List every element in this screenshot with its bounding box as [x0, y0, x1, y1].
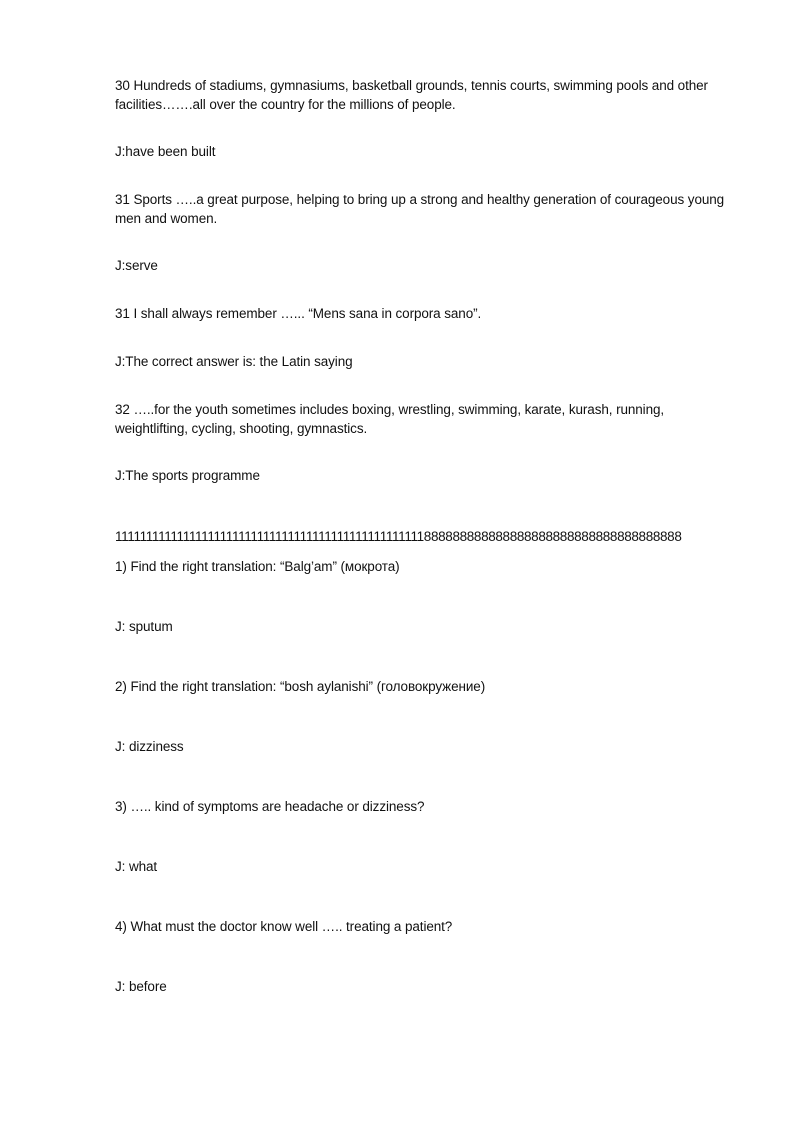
- question-4: 4) What must the doctor know well ….. treating a patient?: [115, 919, 453, 934]
- question-1: 1) Find the right translation: “Balg’am” (мокрота): [115, 559, 400, 574]
- question-30: 30 Hundreds of stadiums, gymnasiums, basketball grounds, tennis courts, swimming pools and other facilities…….all over the country for the millions of people.: [115, 78, 708, 112]
- answer-3: J: what: [115, 859, 158, 874]
- answer-31-sports: J:serve: [115, 258, 158, 273]
- answer-30: J:have been built: [115, 144, 216, 159]
- question-32: 32 …..for the youth sometimes includes boxing, wrestling, swimming, karate, kurash, running, weightlifting, cycling, shooting, gymnastics.: [115, 402, 665, 436]
- answer-4: J: before: [115, 979, 167, 994]
- question-31-sports: 31 Sports …..a great purpose, helping to bring up a strong and healthy generation of courageous young men and women.: [115, 192, 725, 226]
- answer-31-remember: J:The correct answer is: the Latin saying: [115, 354, 353, 369]
- answer-32: J:The sports programme: [115, 468, 260, 483]
- question-2: 2) Find the right translation: “bosh aylanishi” (головокружение): [115, 679, 486, 694]
- question-31-remember: 31 I shall always remember …... “Mens sana in corpora sano”.: [115, 306, 482, 321]
- answer-1: J: sputum: [115, 619, 173, 634]
- answer-2: J: dizziness: [115, 739, 184, 754]
- question-3: 3) ….. kind of symptoms are headache or dizziness?: [115, 799, 425, 814]
- separator-line: 11111111111111111111111111111111111111111111111111888888888888888888888888888888888888: [115, 529, 682, 544]
